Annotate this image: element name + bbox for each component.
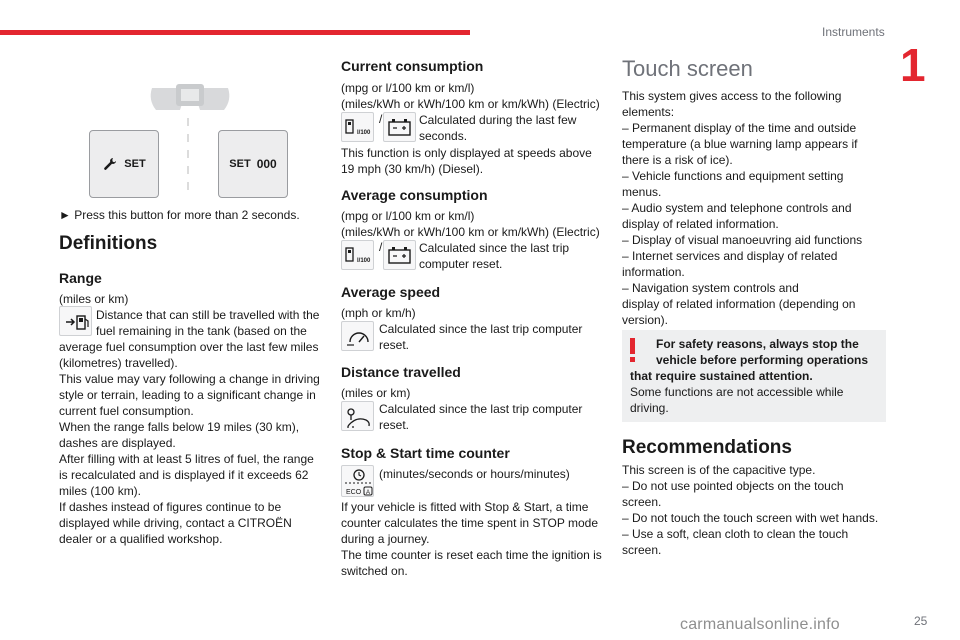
- reco-line: This screen is of the capacitive type.: [622, 463, 816, 477]
- recommendations-heading: Recommendations: [622, 437, 792, 458]
- current-units-line: (miles/kWh or kWh/100 km or km/kWh) (Electric): [341, 97, 600, 111]
- average-units-line: (mpg or l/100 km or km/l): [341, 209, 475, 223]
- stop-start-units: (minutes/seconds or hours/minutes): [379, 467, 570, 481]
- svg-text:A: A: [366, 490, 371, 496]
- range-line: This value may vary following a change in driving: [59, 372, 320, 386]
- touch-line: there is a risk of ice).: [622, 153, 733, 167]
- reco-line: – Do not use pointed objects on the touch: [622, 479, 844, 493]
- icon-l100-text: l/100: [357, 130, 371, 136]
- slash: /: [379, 112, 383, 126]
- touch-line: version).: [622, 313, 669, 327]
- avg-fuel-icon-box: [341, 240, 374, 270]
- range-icon-box: [59, 306, 92, 336]
- fuel-pump-range-icon: [60, 307, 93, 337]
- section-header: Instruments: [822, 25, 885, 39]
- touch-screen-heading: Touch screen: [622, 56, 753, 81]
- range-heading: Range: [59, 270, 102, 286]
- stop-start-line: switched on.: [341, 564, 408, 578]
- reco-line: – Do not touch the touch screen with wet hands.: [622, 511, 879, 525]
- touch-line: – Audio system and telephone controls and: [622, 201, 852, 215]
- stop-start-icon-box: [341, 465, 374, 497]
- battery-icon: [384, 241, 417, 271]
- chapter-number: 1: [900, 39, 926, 91]
- range-line: When the range falls below 19 miles (30 km),: [59, 420, 300, 434]
- range-line: is recalculated and is displayed if it exceeds 62: [59, 468, 309, 482]
- touch-line: display of related information (depending on: [622, 297, 856, 311]
- range-line: current fuel consumption.: [59, 404, 194, 418]
- slash: /: [379, 240, 383, 254]
- range-line: (kilometres) travelled).: [59, 356, 178, 370]
- reco-line: screen.: [622, 495, 662, 509]
- stop-start-line: counter calculates the time spent in STOP mode: [341, 516, 599, 530]
- warning-text: Some functions are not accessible while: [630, 385, 844, 399]
- average-consumption-heading: Average consumption: [341, 187, 488, 203]
- warning-bold-text: For safety reasons, always stop the: [656, 337, 859, 351]
- touch-line: – Permanent display of the time and outside: [622, 121, 857, 135]
- current-units-line: (mpg or l/100 km or km/l): [341, 81, 475, 95]
- touch-line: – Navigation system controls and: [622, 281, 799, 295]
- speedometer-icon: [342, 322, 375, 352]
- range-line: miles (100 km).: [59, 484, 142, 498]
- range-line: displayed while driving, contact a CITROËN: [59, 516, 292, 530]
- range-line: fuel remaining in the tank (based on the: [96, 324, 307, 338]
- range-units: (miles or km): [59, 292, 129, 306]
- range-line: style or terrain, leading to a significant change in: [59, 388, 316, 402]
- warning-text: driving.: [630, 401, 669, 415]
- touch-line: – Vehicle functions and equipment setting: [622, 169, 844, 183]
- current-note: 19 mph (30 km/h) (Diesel).: [341, 162, 484, 176]
- current-desc: seconds.: [419, 129, 468, 143]
- set-value: 000: [256, 157, 277, 171]
- reco-line: screen.: [622, 543, 662, 557]
- touch-line: temperature (a blue warning lamp appears if: [622, 137, 858, 151]
- top-accent-bar: [0, 30, 470, 35]
- battery-icon: [384, 113, 417, 143]
- stop-start-line: The time counter is reset each time the ignition is: [341, 548, 602, 562]
- set-reset-button[interactable]: [218, 130, 288, 198]
- range-line: After filling with at least 5 litres of fuel, the range: [59, 452, 314, 466]
- touch-line: – Display of visual manoeuvring aid functions: [622, 233, 863, 247]
- speed-units: (mph or km/h): [341, 306, 416, 320]
- current-desc: Calculated during the last few: [419, 113, 577, 127]
- distance-icon-box: [341, 401, 374, 431]
- wrench-icon: [102, 156, 118, 172]
- definitions-heading: Definitions: [59, 233, 158, 254]
- touch-line: display of related information.: [622, 217, 779, 231]
- avg-battery-icon-box: [383, 240, 416, 270]
- battery-icon-box: [383, 112, 416, 142]
- current-consumption-heading: Current consumption: [341, 58, 484, 74]
- touch-line: information.: [622, 265, 685, 279]
- touch-line: elements:: [622, 105, 675, 119]
- warning-exclamation-icon: [626, 336, 640, 364]
- warning-bold-text: that require sustained attention.: [630, 369, 813, 383]
- fuel-pump-icon: [342, 241, 375, 271]
- distance-desc: Calculated since the last trip computer: [379, 402, 583, 416]
- eco-text: ECO: [346, 489, 362, 496]
- page-number: 25: [914, 614, 928, 628]
- distance-desc: reset.: [379, 418, 410, 432]
- range-line: If dashes instead of figures continue to be: [59, 500, 282, 514]
- speed-desc: reset.: [379, 338, 410, 352]
- average-units-line: (miles/kWh or kWh/100 km or km/kWh) (Electric): [341, 225, 600, 239]
- distance-units: (miles or km): [341, 386, 411, 400]
- range-line: Distance that can still be travelled with the: [96, 308, 320, 322]
- touch-line: menus.: [622, 185, 662, 199]
- reco-line: – Use a soft, clean cloth to clean the touch: [622, 527, 849, 541]
- touch-line: – Internet services and display of related: [622, 249, 838, 263]
- range-line: dashes are displayed.: [59, 436, 176, 450]
- eco-timer-icon: [342, 466, 375, 498]
- range-line: dealer or a qualified workshop.: [59, 532, 223, 546]
- safety-warning-box: [622, 330, 886, 422]
- speed-icon-box: [341, 321, 374, 351]
- distance-flag-icon: [342, 402, 375, 432]
- dashboard-illustration: [146, 80, 234, 114]
- warning-bold-text: vehicle before performing operations: [656, 353, 869, 367]
- stop-start-line: during a journey.: [341, 532, 430, 546]
- set-button[interactable]: [89, 130, 159, 198]
- average-desc: Calculated since the last trip: [419, 241, 570, 255]
- distance-heading: Distance travelled: [341, 364, 461, 380]
- average-speed-heading: Average speed: [341, 284, 441, 300]
- touch-line: This system gives access to the following: [622, 89, 842, 103]
- speed-desc: Calculated since the last trip computer: [379, 322, 583, 336]
- current-note: This function is only displayed at speeds above: [341, 146, 592, 160]
- press-instruction: ► Press this button for more than 2 seconds.: [59, 208, 300, 222]
- stop-start-heading: Stop & Start time counter: [341, 445, 510, 461]
- average-desc: computer reset.: [419, 257, 503, 271]
- divider-lines: [186, 118, 190, 194]
- fuel-pump-icon: [342, 113, 375, 143]
- icon-l100-text: l/100: [357, 258, 371, 264]
- set-label: SET: [229, 158, 251, 170]
- set-label: SET: [124, 158, 146, 170]
- watermark: carmanualsonline.info: [680, 616, 840, 633]
- stop-start-line: If your vehicle is fitted with Stop & Start, a time: [341, 500, 589, 514]
- fuel-l100-icon-box: [341, 112, 374, 142]
- range-line: average fuel consumption over the last few miles: [59, 340, 319, 354]
